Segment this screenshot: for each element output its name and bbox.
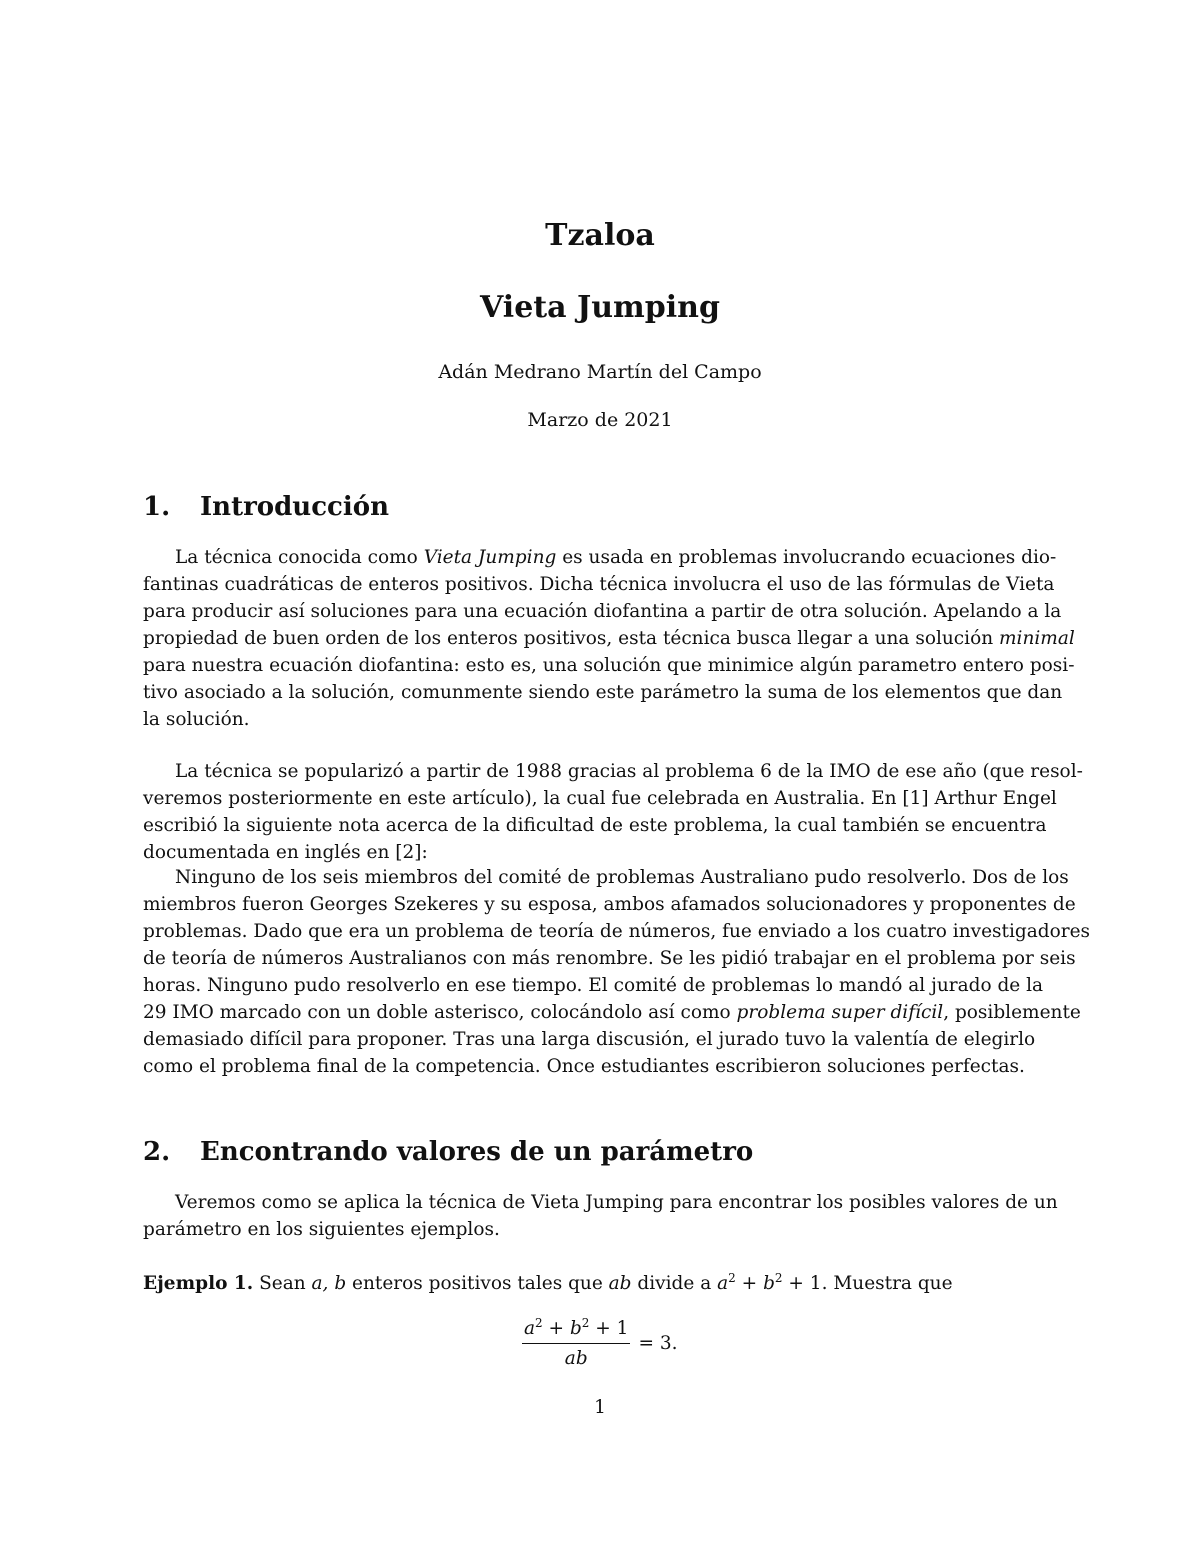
section-heading-introduccion [143,492,389,522]
text-line: tivo asociado a la solución, comunmente siendo este parámetro la suma de los elementos que dan [143,682,1063,703]
math-operator: + [542,1318,570,1339]
math-exponent: 2 [728,1270,736,1285]
math-exponent: 2 [774,1270,783,1285]
text-span: La técnica conocida como [175,547,424,568]
section-title: Encontrando valores de un parámetro [200,1137,754,1167]
text-line: Veremos como se aplica la técnica de Vieta Jumping para encontrar los posibles valores de un [175,1192,1058,1213]
text-line [143,625,1075,652]
text-line [143,544,1058,571]
text-line: para producir así soluciones para una ecuación diofantina a partir de otra solución. Apelando a la [143,601,1062,622]
math-variable: a [717,1273,729,1294]
text-span: es usada en problemas involucrando ecuaciones dio- [556,547,1057,568]
text-line: problemas. Dado que era un problema de teoría de números, fue enviado a los cuatro investigadores [143,921,1091,942]
text-line: fantinas cuadráticas de enteros positivos. Dicha técnica involucra el uso de las fórmulas de Vieta [143,574,1055,595]
section-number: 1. [143,492,171,522]
math-variable: a [524,1318,536,1339]
text-line: para nuestra ecuación diofantina: esto es, una solución que minimice algún parametro entero posi- [143,655,1075,676]
quote-paragraph [143,864,1091,1080]
math-exponent: 2 [581,1315,590,1330]
text-line: documentada en inglés en [2]: [143,842,428,863]
display-equation [522,1315,678,1369]
text-line: de teoría de números Australianos con más renombre. Se les pidió trabajar en el problema por seis [143,948,1076,969]
math-variable: ab [608,1273,632,1294]
text-line: La técnica se popularizó a partir de 1988 gracias al problema 6 de la IMO de ese año (que resol- [175,761,1083,782]
fraction-numerator [522,1315,630,1344]
text-line: demasiado difícil para proponer. Tras una larga discusión, el jurado tuvo la valentía de elegirlo [143,1029,1036,1050]
math-exponent: 2 [535,1315,543,1330]
example-statement [143,1270,1058,1297]
text-span: 29 IMO marcado con un doble asterisco, colocándolo así como [143,1002,737,1023]
equation-rhs: = 3. [638,1333,678,1354]
text-span: divide a [631,1273,718,1294]
math-operator: + 1 [589,1318,629,1339]
section-number: 2. [143,1137,171,1167]
document-title: Tzaloa [545,218,655,253]
text-span: + [735,1273,764,1294]
text-line: miembros fueron Georges Szekeres y su esposa, ambos afamados solucionadores y proponentes de [143,894,1076,915]
text-line [143,999,1081,1026]
math-variable: b [763,1273,775,1294]
text-line: como el problema final de la competencia. Once estudiantes escribieron soluciones perfectas. [143,1056,1025,1077]
text-span: , posiblemente [943,1002,1081,1023]
text-span: Sean [253,1273,312,1294]
date: Marzo de 2021 [527,409,673,431]
section2-paragraph [143,1189,1058,1243]
text-span: propiedad de buen orden de los enteros positivos, esta técnica busca llegar a una solución [143,628,1000,649]
author: Adán Medrano Martín del Campo [438,361,762,383]
text-line: horas. Ninguno pudo resolverlo en ese tiempo. El comité de problemas lo mandó al jurado de la [143,975,1044,996]
emphasis-text: Vieta Jumping [423,547,557,568]
fraction [522,1315,630,1369]
math-variable: a, b [311,1273,347,1294]
text-line: la solución. [143,709,250,730]
example-label: Ejemplo 1. [143,1273,254,1294]
text-span: enteros positivos tales que [346,1273,609,1294]
intro-paragraph-1 [143,544,1075,733]
emphasis-text: minimal [999,628,1075,649]
text-line: escribió la siguiente nota acerca de la dificultad de este problema, la cual también se encuentra [143,815,1047,836]
section-heading-encontrando-valores [143,1137,753,1167]
page-number: 1 [594,1397,606,1418]
text-span: + 1. Muestra que [782,1273,953,1294]
text-line: veremos posteriormente en este artículo), la cual fue celebrada en Australia. En [1] Arthur Engel [143,788,1057,809]
math-variable: b [569,1318,582,1339]
fraction-denominator: ab [564,1348,588,1369]
text-line: Ninguno de los seis miembros del comité de problemas Australiano pudo resolverlo. Dos de los [175,867,1069,888]
section-title: Introducción [200,492,389,522]
text-line: parámetro en los siguientes ejemplos. [143,1219,500,1240]
emphasis-text: problema super difícil [736,1002,944,1023]
example-1 [143,1270,1058,1297]
intro-paragraph-2 [143,758,1083,866]
document-subtitle: Vieta Jumping [480,290,720,325]
